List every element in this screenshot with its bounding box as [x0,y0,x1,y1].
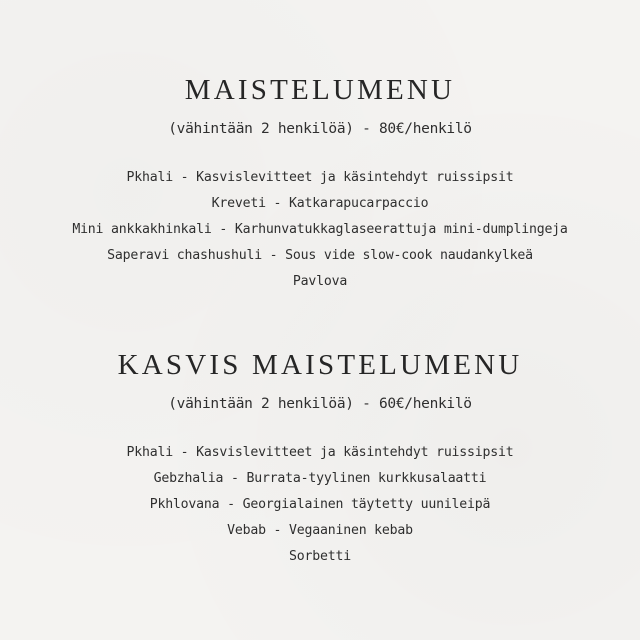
menu-item: Kreveti - Katkarapucarpaccio [211,196,429,211]
menu-item: Vebab - Vegaaninen kebab [227,523,413,538]
menu-item: Sorbetti [289,549,351,564]
tasting-menu-section [0,72,640,295]
vegetarian-tasting-menu-section [0,347,640,570]
menu-item: Mini ankkakhinkali - Karhunvatukkaglaseerattuja mini-dumplingeja [72,222,568,237]
menu-item-list [0,165,640,295]
menu-item: Pkhlovana - Georgialainen täytetty uunileipä [149,497,491,512]
menu-price-note: (vähintään 2 henkilöä) - 60€/henkilö [168,396,472,412]
menu-item: Pkhali - Kasvislevitteet ja käsintehdyt ruissipsit [126,170,514,185]
menu-item-list [0,440,640,570]
menu-item: Pavlova [292,274,348,289]
menu-item: Pkhali - Kasvislevitteet ja käsintehdyt ruissipsit [126,445,514,460]
menu-price-note: (vähintään 2 henkilöä) - 80€/henkilö [168,121,472,137]
menu-item: Gebzhalia - Burrata-tyylinen kurkkusalaatti [153,471,487,486]
menu-item: Saperavi chashushuli - Sous vide slow-cook naudankylkeä [107,248,533,263]
menu-title: MAISTELUMENU [184,74,456,106]
menu-title: KASVIS MAISTELUMENU [117,349,523,381]
